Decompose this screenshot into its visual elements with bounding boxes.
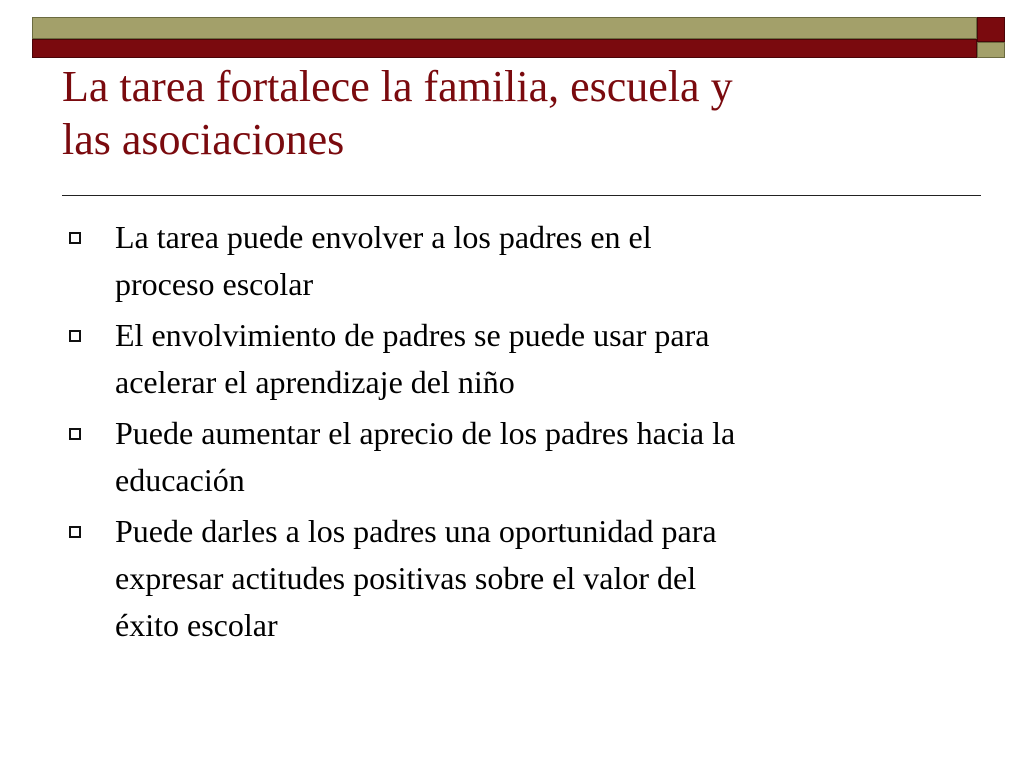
slide-title-line-1: La tarea fortalece la familia, escuela y bbox=[62, 62, 733, 111]
bullet-item bbox=[62, 508, 962, 649]
bullet-text-line-1: Puede darles a los padres una oportunidad para bbox=[115, 513, 717, 549]
bullet-text-line-2: educación bbox=[115, 462, 245, 498]
bullet-item bbox=[62, 410, 962, 504]
bullet-list bbox=[62, 214, 962, 653]
bullet-text-line-3: éxito escolar bbox=[115, 607, 278, 643]
bullet-text-line-1: La tarea puede envolver a los padres en el bbox=[115, 219, 652, 255]
bullet-item bbox=[62, 214, 962, 308]
bullet-text-line-1: Puede aumentar el aprecio de los padres hacia la bbox=[115, 415, 736, 451]
bullet-text-line-2: acelerar el aprendizaje del niño bbox=[115, 364, 515, 400]
hollow-square-bullet-icon bbox=[69, 330, 81, 342]
header-olive-square bbox=[977, 42, 1005, 58]
title-divider bbox=[62, 195, 981, 196]
bullet-item bbox=[62, 312, 962, 406]
slide-title-line-2: las asociaciones bbox=[62, 115, 345, 164]
bullet-text-line-2: expresar actitudes positivas sobre el valor del bbox=[115, 560, 697, 596]
bullet-text-line-1: El envolvimiento de padres se puede usar para bbox=[115, 317, 710, 353]
hollow-square-bullet-icon bbox=[69, 526, 81, 538]
slide-title bbox=[62, 60, 962, 166]
bullet-text-line-2: proceso escolar bbox=[115, 266, 314, 302]
header-olive-bar bbox=[32, 17, 977, 39]
header-maroon-square bbox=[977, 17, 1005, 42]
header-maroon-bar bbox=[32, 39, 977, 58]
hollow-square-bullet-icon bbox=[69, 428, 81, 440]
hollow-square-bullet-icon bbox=[69, 232, 81, 244]
